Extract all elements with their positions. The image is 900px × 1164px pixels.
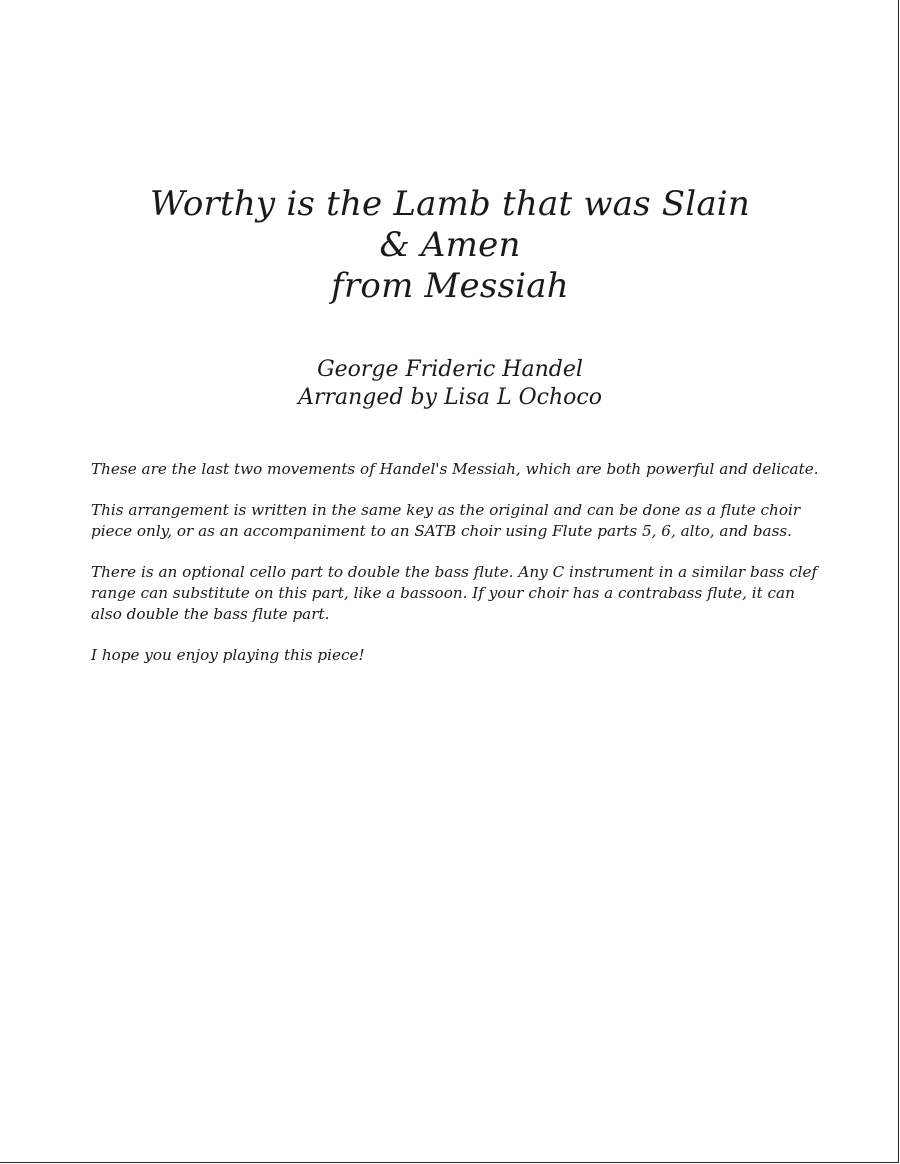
title-line-1: Worthy is the Lamb that was Slain [150, 184, 750, 224]
arranger-credit: Arranged by Lisa L Ochoco [298, 385, 602, 410]
notes-paragraph-2: This arrangement is written in the same key as the original and can be done as a flute choir piece only, or as an accompaniment to an SATB choir using Flute parts 5, 6, alto, and bass. [91, 501, 801, 541]
notes-paragraph-3: There is an optional cello part to double the bass flute. Any C instrument in a similar bass clef range can substitute on this part, like a bassoon. If your choir has a contrabass flute, it can also double the bass flute part. [91, 563, 818, 623]
program-notes [91, 459, 826, 687]
title-line-3: from Messiah [331, 266, 569, 306]
notes-paragraph-1: These are the last two movements of Handel's Messiah, which are both powerful and delicate. [91, 460, 819, 478]
credits-block [0, 356, 900, 412]
composer-name: George Frideric Handel [317, 357, 583, 382]
title-line-2: & Amen [379, 225, 521, 265]
title-block [0, 184, 900, 307]
notes-paragraph-4: I hope you enjoy playing this piece! [91, 646, 365, 665]
